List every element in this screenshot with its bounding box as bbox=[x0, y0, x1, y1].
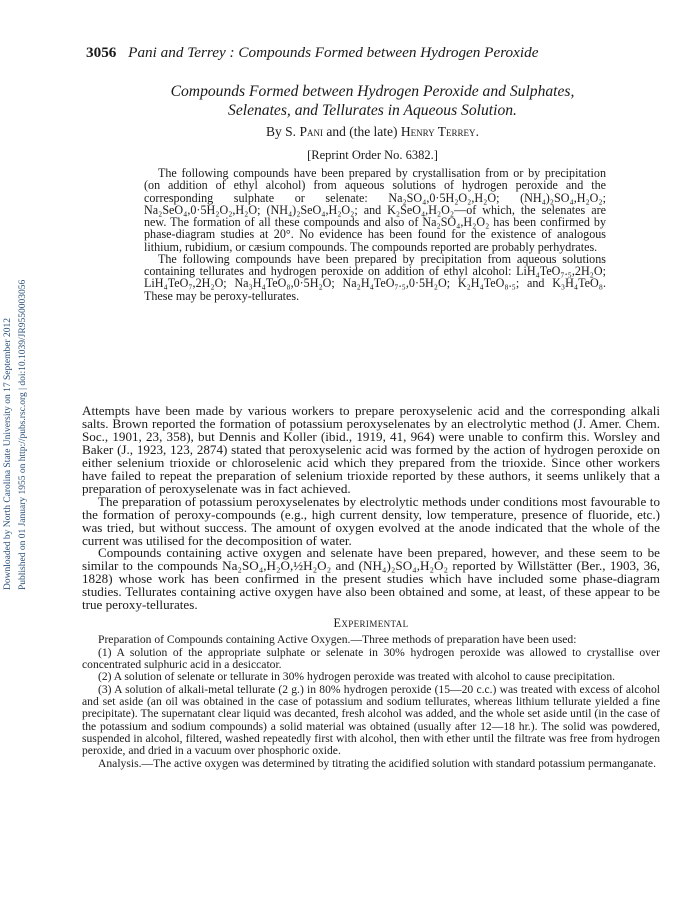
running-title: Pani and Terrey : Compounds Formed between Hydrogen Peroxide bbox=[128, 44, 539, 61]
article-title-line: Compounds Formed between Hydrogen Peroxide and Sulphates, bbox=[170, 83, 575, 100]
author-connector: and (the late) bbox=[322, 124, 401, 139]
author-line bbox=[100, 124, 645, 140]
author-name: Pani bbox=[299, 124, 323, 139]
article-title bbox=[100, 82, 645, 120]
body-paragraph: Compounds containing active oxygen and selenate have been prepared, however, and these seem to be similar to the compounds Na₂SO₄,H₂O,½H₂O₂ and (NH₄)₂SO₄,H₂O₂ reported by Willstätter (Ber., 1903, 36, 1828) whose work has been confirmed in the present studies which have included some phase-diagram studies. Tellurates containing active oxygen have also been obtained and some, at least, of these appear to be true peroxy-tellurates. bbox=[82, 545, 660, 613]
experimental-paragraph: Analysis.—The active oxygen was determined by titrating the acidified solution with standard potassium permanganate. bbox=[98, 756, 656, 770]
download-notice-line: Downloaded by North Carolina State University on 17 September 2012 bbox=[3, 317, 13, 590]
reprint-order: [Reprint Order No. 6382.] bbox=[307, 148, 438, 162]
article-title-line: Selenates, and Tellurates in Aqueous Solution. bbox=[228, 102, 517, 119]
abstract bbox=[144, 167, 606, 302]
author-suffix: . bbox=[475, 124, 479, 139]
body-paragraph: The preparation of potassium peroxyselenates by electrolytic methods under conditions most favourable to the formation of peroxy-compounds (e.g., high current density, low temperature, presence of fluoride, etc.) was tried, but without success. The amount of oxygen evolved at the anode indicated that the whole of the current was utilised for the decomposition of water. bbox=[82, 493, 660, 548]
abstract-paragraph: The following compounds have been prepared by crystallisation from or by precipitation (on addition of ethyl alcohol) from aqueous solutions of hydrogen peroxide and the corresponding sulphate or selenate: Na₂SO₄,0·5H₂O₂,H₂O; (NH₄)₂SO₄,H₂O₂; Na₂SeO₄,0·5H₂O₂,H₂O; (NH₄)₂SeO₄,H₂O₂; and K₂SeO₄,H₂O₂—of which, the selenates are new. The formation of all these compounds and also of Na₂SO₄,H₂O₂ has been confirmed by phase-diagram studies at 20°. No evidence has been found for the existence of analogous lithium, rubidium, or cæsium compounds. The compounds reported are probably perhydrates. bbox=[144, 166, 606, 254]
body-paragraph: Attempts have been made by various workers to prepare peroxyselenic acid and the corresponding alkali salts. Brown reported the formation of potassium peroxyselenates by an electrolytic method (J. Amer. Chem. Soc., 1901, 23, 358), but Dennis and Koller (ibid., 1919, 41, 964) were unable to confirm this. Worsley and Baker (J., 1923, 123, 2874) stated that peroxyselenic acid was formed by the action of hydrogen peroxide on either selenium trioxide or chloroselenic acid which they prepared from the trioxide. Since other workers have failed to repeat the preparation of selenium trioxide reported by these authors, it seems unlikely that a preparation of peroxyselenate was in fact achieved. bbox=[82, 403, 660, 496]
abstract-paragraph: The following compounds have been prepared by precipitation from aqueous solutions containing tellurates and hydrogen peroxide on addition of ethyl alcohol: LiH₄TeO₇.₅,2H₂O; LiH₄TeO₇,2H₂O; Na₃H₄TeO₈,0·5H₂O; Na₂H₄TeO₇.₅,0·5H₂O; K₂H₄TeO₈.₅; and K₃H₄TeO₈. These may be peroxy-tellurates. bbox=[144, 251, 606, 303]
publication-notice-line[interactable]: Published on 01 January 1955 on http://pubs.rsc.org | doi:10.1039/JR9550003056 bbox=[18, 279, 28, 590]
article-body bbox=[82, 405, 660, 770]
author-prefix: By S. bbox=[266, 124, 300, 139]
page-header bbox=[86, 44, 660, 62]
section-heading: Experimental bbox=[333, 616, 409, 631]
experimental-paragraph: (1) A solution of the appropriate sulphate or selenate in 30% hydrogen peroxide was allowed to crystallise over concentrated sulphuric acid in a desiccator. bbox=[82, 645, 660, 671]
page-number: 3056 bbox=[86, 44, 117, 61]
experimental-paragraph: Preparation of Compounds containing Active Oxygen.—Three methods of preparation have been used: bbox=[98, 633, 577, 647]
experimental-paragraph: (2) A solution of selenate or tellurate in 30% hydrogen peroxide was treated with alcohol to cause precipitation. bbox=[98, 670, 616, 684]
experimental-paragraph: (3) A solution of alkali-metal tellurate (2 g.) in 80% hydrogen peroxide (15—20 c.c.) was treated with excess of alcohol and set aside (an oil was obtained in the case of potassium and sodium tellurates, whereas lithium tellurate yielded a fine precipitate). The supernatant clear liquid was decanted, fresh alcohol was added, and the whole set aside until (in the case of the potassium and sodium compounds) a solid material was obtained (usually after 12—18 hr.). The solid was powdered, suspended in alcohol, filtered, washed repeatedly first with alcohol, then with ether until the filtrate was free from hydrogen peroxide, and dried in a vacuum over phosphoric oxide. bbox=[82, 682, 660, 758]
experimental-section bbox=[82, 634, 660, 770]
author-name: Henry Terrey bbox=[400, 124, 476, 139]
download-notice bbox=[0, 150, 40, 590]
